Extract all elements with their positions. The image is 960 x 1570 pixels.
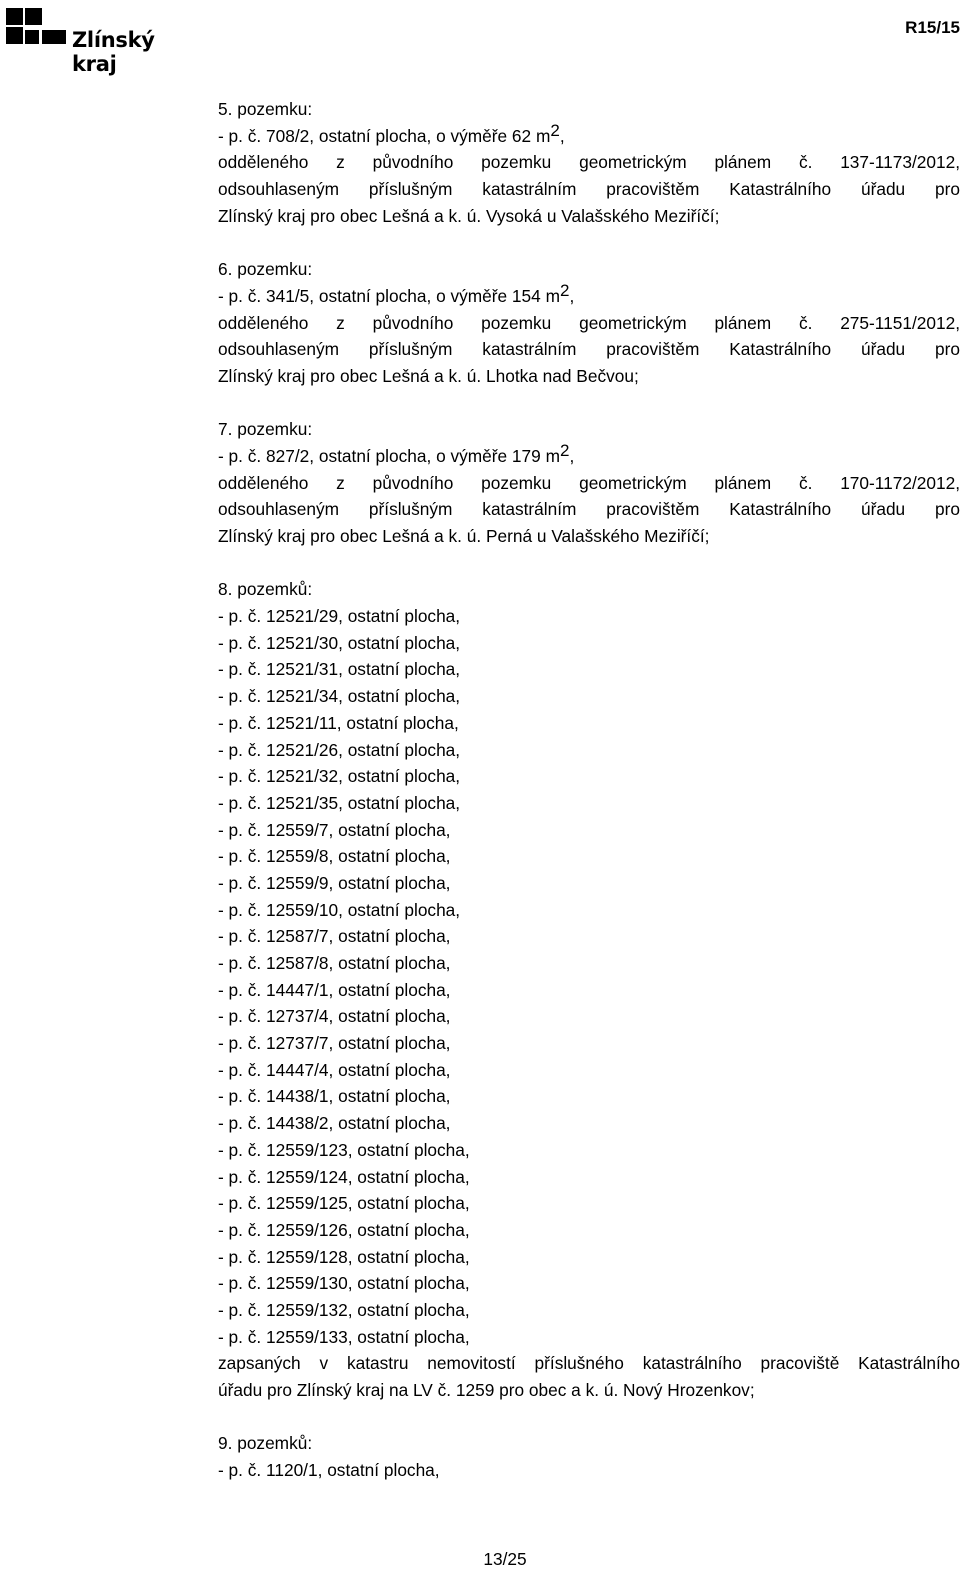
line-text: - p. č. 12559/10, ostatní plocha, (218, 899, 461, 920)
line-text: - p. č. 14438/1, ostatní plocha, (218, 1086, 451, 1107)
section-heading: 8. pozemků: (218, 579, 313, 600)
text-line (218, 496, 960, 523)
text-line (218, 790, 960, 817)
section-heading: 6. pozemku: (218, 259, 313, 280)
section-spacer (218, 229, 960, 256)
line-text: Zlínský kraj pro obec Lešná a k. ú. Perná u Valašského Meziříčí; (218, 526, 710, 546)
superscript: 2 (559, 440, 570, 460)
line-text: Zlínský kraj pro obec Lešná a k. ú. Vysoká u Valašského Meziříčí; (218, 205, 720, 226)
text-line (218, 1110, 960, 1137)
text-line (218, 870, 960, 897)
line-text: - p. č. 14447/4, ostatní plocha, (218, 1059, 451, 1080)
text-line (218, 1270, 960, 1297)
line-text: - p. č. 12521/11, ostatní plocha, (218, 712, 459, 733)
line-text: - p. č. 12587/7, ostatní plocha, (218, 926, 451, 947)
text-line (218, 1057, 960, 1084)
line-text: - p. č. 12559/130, ostatní plocha, (218, 1273, 470, 1294)
text-line (218, 336, 960, 363)
text-line (218, 363, 960, 390)
text-line (218, 280, 960, 310)
line-text: odděleného z původního pozemku geometrickým plánem č. 275-1151/2012, (218, 312, 960, 333)
document-body (218, 96, 960, 1484)
line-text: zapsaných v katastru nemovitostí příslušného katastrálního pracoviště Katastrálního (218, 1353, 960, 1374)
section-heading: 7. pozemku: (218, 419, 313, 440)
text-line (218, 1217, 960, 1244)
text-line (218, 1164, 960, 1191)
section-heading: 9. pozemků: (218, 1433, 313, 1454)
text-line (218, 1137, 960, 1164)
line-text: odděleného z původního pozemku geometrickým plánem č. 137-1173/2012, (218, 152, 960, 173)
line-text: - p. č. 341/5, ostatní plocha, o výměře 154 m (218, 285, 560, 306)
text-line (218, 710, 960, 737)
line-text: - p. č. 12521/29, ostatní plocha, (218, 606, 461, 627)
line-text: - p. č. 12559/125, ostatní plocha, (218, 1193, 470, 1214)
text-line (218, 897, 960, 924)
text-line (218, 523, 960, 550)
line-text: - p. č. 12559/132, ostatní plocha, (218, 1299, 470, 1320)
text-line (218, 977, 960, 1004)
line-text: - p. č. 12559/126, ostatní plocha, (218, 1219, 470, 1240)
text-line (218, 817, 960, 844)
line-text: odsouhlaseným příslušným katastrálním pracovištěm Katastrálního úřadu pro (218, 499, 960, 520)
line-text: - p. č. 708/2, ostatní plocha, o výměře 62 m (218, 125, 551, 146)
line-text: Zlínský kraj pro obec Lešná a k. ú. Lhotka nad Bečvou; (218, 365, 639, 386)
text-line (218, 1003, 960, 1030)
text-line (218, 656, 960, 683)
text-line (218, 1083, 960, 1110)
text-line (218, 630, 960, 657)
line-text: - p. č. 12521/32, ostatní plocha, (218, 766, 461, 787)
line-text: - p. č. 12521/30, ostatní plocha, (218, 632, 461, 653)
line-text: - p. č. 12559/133, ostatní plocha, (218, 1326, 470, 1347)
document-reference: R15/15 (905, 18, 960, 37)
text-line (218, 603, 960, 630)
text-line (218, 470, 960, 497)
line-text: odsouhlaseným příslušným katastrálním pracovištěm Katastrálního úřadu pro (218, 339, 960, 360)
text-line (218, 120, 960, 150)
text-line (218, 923, 960, 950)
logo-squares-icon (6, 6, 70, 54)
text-line (218, 737, 960, 764)
zlinsky-kraj-logo (6, 6, 196, 76)
text-line (218, 149, 960, 176)
line-text: - p. č. 12737/7, ostatní plocha, (218, 1033, 451, 1054)
line-text: - p. č. 12559/123, ostatní plocha, (218, 1139, 470, 1160)
line-text: - p. č. 12559/7, ostatní plocha, (218, 819, 451, 840)
text-line (218, 310, 960, 337)
line-text: - p. č. 12587/8, ostatní plocha, (218, 953, 451, 973)
line-text: - p. č. 12559/9, ostatní plocha, (218, 872, 451, 893)
line-text: - p. č. 12521/35, ostatní plocha, (218, 792, 461, 813)
text-line (218, 1377, 960, 1404)
line-text: - p. č. 12559/128, ostatní plocha, (218, 1246, 470, 1267)
text-line (218, 440, 960, 470)
text-line (218, 683, 960, 710)
text-line (218, 1457, 960, 1484)
line-text: odsouhlaseným příslušným katastrálním pracovištěm Katastrálního úřadu pro (218, 179, 960, 200)
line-text: - p. č. 14438/2, ostatní plocha, (218, 1113, 451, 1134)
line-text: - p. č. 12737/4, ostatní plocha, (218, 1006, 451, 1027)
line-text: - p. č. 12559/124, ostatní plocha, (218, 1166, 470, 1187)
superscript: 2 (559, 280, 570, 300)
line-text: - p. č. 12559/8, ostatní plocha, (218, 846, 451, 867)
line-text: - p. č. 827/2, ostatní plocha, o výměře 179 m (218, 445, 560, 466)
section-spacer (218, 1404, 960, 1431)
text-line (218, 1190, 960, 1217)
text-line (218, 1324, 960, 1351)
line-suffix: , (559, 125, 565, 146)
line-text: - p. č. 14447/1, ostatní plocha, (218, 979, 451, 1000)
line-text: - p. č. 1120/1, ostatní plocha, (218, 1460, 440, 1481)
text-line (218, 843, 960, 870)
text-line (218, 1030, 960, 1057)
line-suffix: , (569, 445, 575, 466)
page-number: 13/25 (483, 1549, 527, 1569)
text-line (218, 1297, 960, 1324)
section-heading: 5. pozemku: (218, 99, 313, 119)
text-line (218, 1350, 960, 1377)
line-text: úřadu pro Zlínský kraj na LV č. 1259 pro obec a k. ú. Nový Hrozenkov; (218, 1380, 755, 1400)
logo-text: Zlínský kraj (72, 28, 155, 76)
text-line (218, 1244, 960, 1271)
text-line (218, 203, 960, 230)
line-text: odděleného z původního pozemku geometrickým plánem č. 170-1172/2012, (218, 472, 960, 493)
line-text: - p. č. 12521/26, ostatní plocha, (218, 739, 461, 760)
line-text: - p. č. 12521/31, ostatní plocha, (218, 659, 461, 680)
text-line (218, 763, 960, 790)
section-spacer (218, 390, 960, 417)
section-spacer (218, 550, 960, 577)
text-line (218, 950, 960, 977)
superscript: 2 (550, 120, 560, 140)
text-line (218, 176, 960, 203)
line-suffix: , (569, 285, 575, 306)
line-text: - p. č. 12521/34, ostatní plocha, (218, 686, 461, 707)
